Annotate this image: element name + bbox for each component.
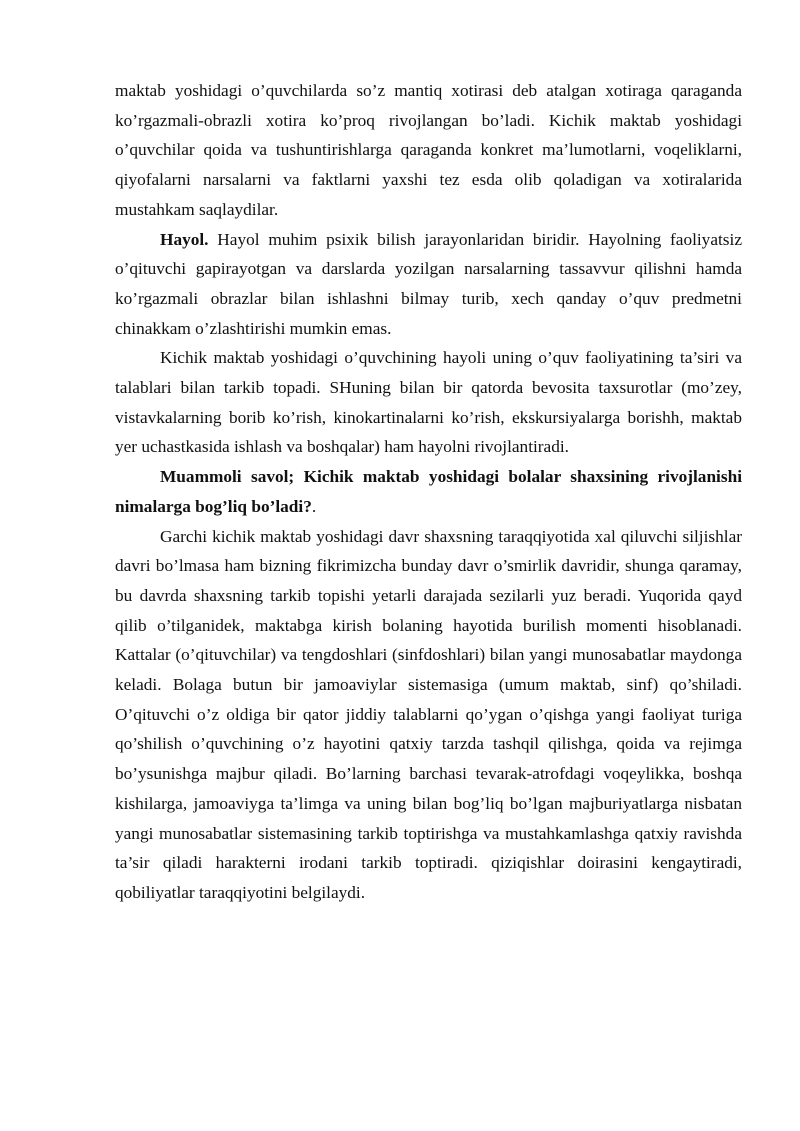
paragraph-text: . — [311, 496, 317, 516]
paragraph-text: Hayol muhim psixik bilish jarayonlaridan biridir. Hayolning faoliyatsiz o’qituvchi gapirayotgan va darslarda yozilgan narsalarning tassavvur qilishni hamda ko’rgazmali obrazlar bilan ishlashni bilmay turib, xech qanday o’quv predmetni chinakkam o’zlashtirishi mumkin emas. — [115, 229, 742, 338]
paragraph-text: Kichik maktab yoshidagi o’quvchining hayoli uning o’quv faoliyatining ta’siri va talablari bilan tarkib topadi. SHuning bilan bir qatorda bevosita taxsurotlar (mo’zey, vistavkalarning borib ko’rish, kinokartinalarni ko’rish, ekskursiyalarga borishh, maktab yer uchastkasida ishlash va boshqalar) ham hayolni rivojlantiradi. — [115, 348, 742, 457]
document-page — [115, 76, 742, 908]
paragraph-heading: Hayol. — [160, 229, 209, 249]
paragraph-text: Garchi kichik maktab yoshidagi davr shaxsning taraqqiyotida xal qiluvchi siljishlar davri bo’lmasa ham bizning fikrimizcha bunday davr o’smirlik davridir, shunga qaramay, bu davrda shaxsning tarkib topishi yetarli darajada sezilarli yuz beradi. Yuqorida qayd qilib o’tilganidek, maktabga kirish bolaning hayotida burilish momenti hisoblanadi. Kattalar (o’qituvchilar) va tengdoshlari (sinfdoshlari) bilan yangi munosabatlar maydonga keladi. Bolaga butun bir jamoaviylar sistemasiga (umum maktab, sinf) qo’shiladi. O’qituvchi o’z oldiga bir qator jiddiy talablarni qo’ygan o’qishga yangi faoliyat turiga qo’shilish o’quvchining o’z hayotini qatxiy tarzda tashqil qilishga, qoida va rejimga bo’ysunishga majbur qiladi. Bo’larning barchasi tevarak-atrofdagi voqeylikka, boshqa kishilarga, jamoaviyga ta’limga va uning bilan bog’liq bo’lgan majburiyatlarga nisbatan yangi munosabatlar sistemasining tarkib toptirishga va mustahkamlashga qatxiy ravishda ta’sir qiladi harakterni irodani tarkib toptiradi. qiziqishlar doirasini kengaytiradi, qobiliyatlar taraqqiyotini belgilaydi. — [115, 526, 742, 902]
paragraph-text: maktab yoshidagi o’quvchilarda so’z mantiq xotirasi deb atalgan xotiraga qaraganda ko’rgazmali-obrazli xotira ko’proq rivojlangan bo’ladi. Kichik maktab yoshidagi o’quvchilar qoida va tushuntirishlarga qaraganda konkret ma’lumotlarni, voqeliklarni, qiyofalarni narsalarni va faktlarni yaxshi tez esda olib qoladigan va xotiralarida mustahkam saqlaydilar. — [115, 81, 742, 219]
problem-question: Muammoli savol; Kichik maktab yoshidagi bolalar shaxsining rivojlanishi nimalarga bog’liq bo’ladi? — [115, 467, 742, 516]
paragraph-imagination — [115, 225, 742, 344]
paragraph-imagination-development — [115, 343, 742, 462]
paragraph-personality — [115, 522, 742, 908]
paragraph-memory — [115, 76, 742, 225]
paragraph-problem-question — [115, 462, 742, 521]
